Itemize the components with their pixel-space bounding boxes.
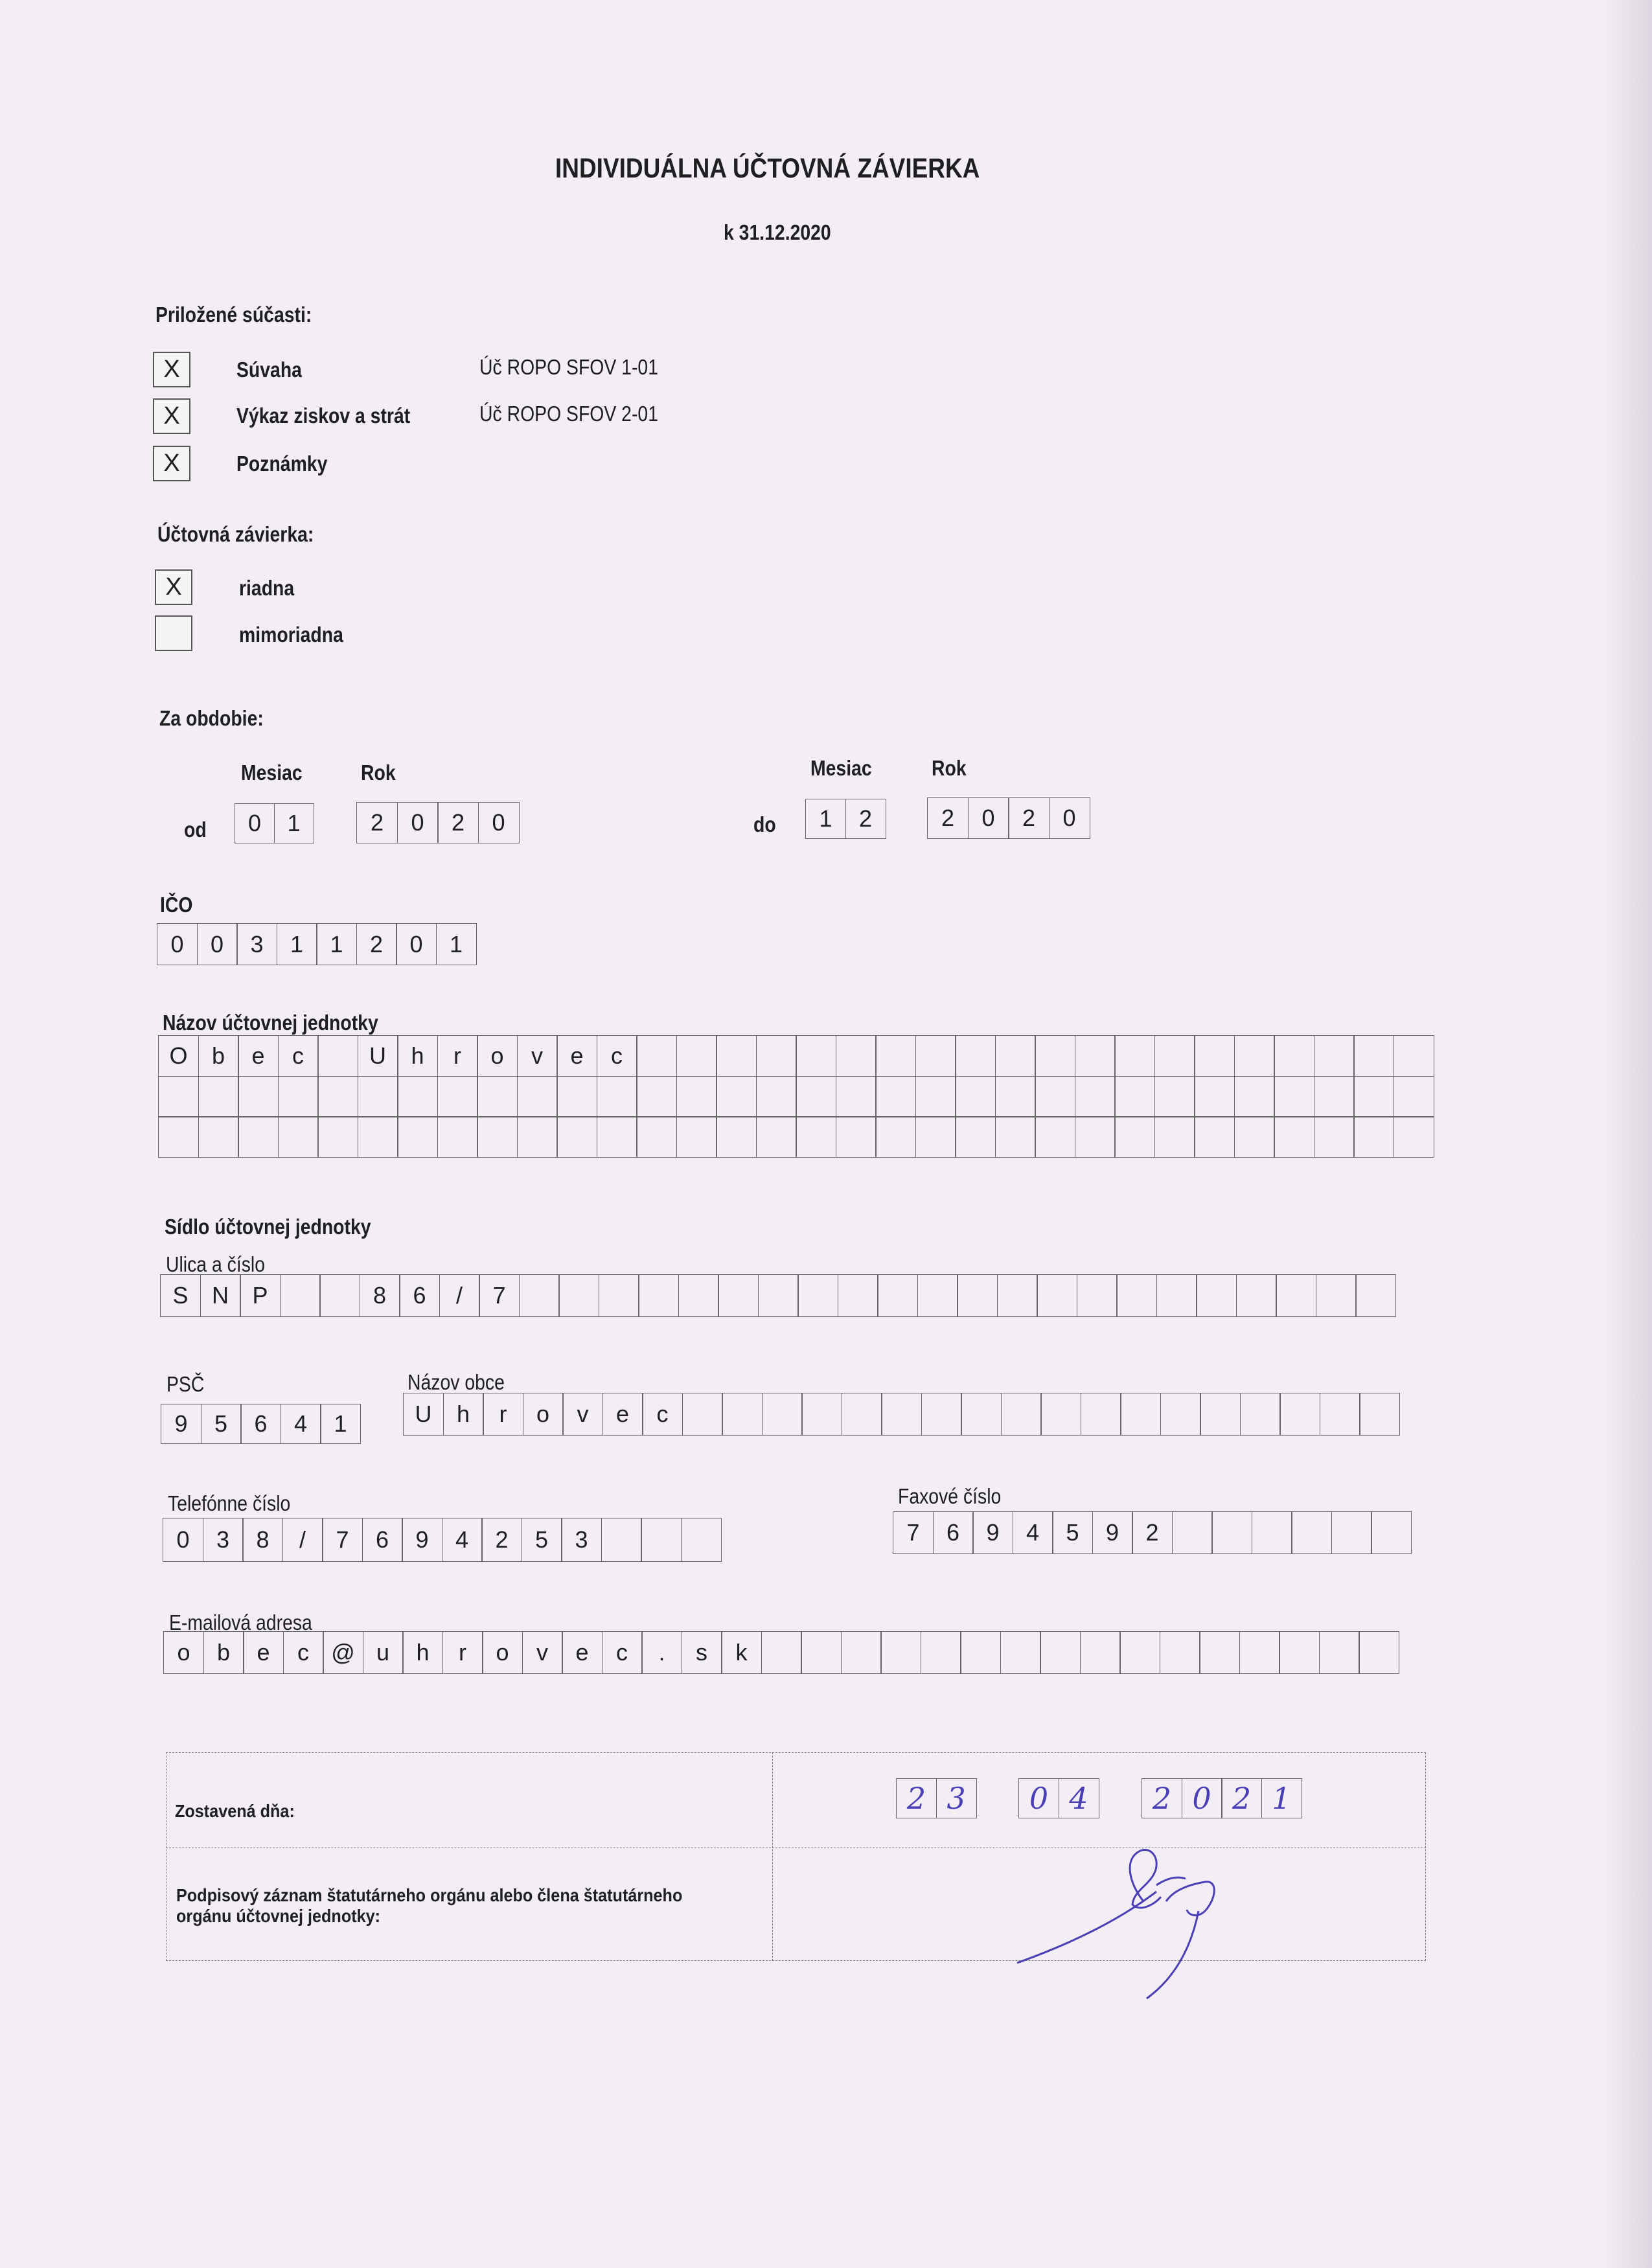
char-cell bbox=[961, 1393, 1002, 1436]
char-cell bbox=[1035, 1116, 1075, 1158]
char-cell bbox=[1200, 1393, 1241, 1436]
digit-cell: 0 bbox=[235, 803, 275, 843]
char-cell bbox=[756, 1116, 797, 1158]
char-cell: 3 bbox=[203, 1518, 244, 1562]
char-cell bbox=[955, 1076, 996, 1117]
char-cell bbox=[1239, 1631, 1280, 1674]
char-cell bbox=[597, 1116, 637, 1158]
char-cell bbox=[1291, 1511, 1332, 1554]
char-cell bbox=[278, 1116, 319, 1158]
char-cell bbox=[681, 1518, 722, 1562]
char-cell bbox=[716, 1035, 757, 1077]
char-cell: P bbox=[240, 1274, 281, 1317]
digit-cell: 0 bbox=[397, 802, 439, 843]
char-cell bbox=[1353, 1116, 1394, 1158]
char-cell bbox=[280, 1274, 321, 1317]
char-cell bbox=[1199, 1631, 1240, 1674]
fax-field[interactable] bbox=[893, 1511, 1412, 1554]
char-cell bbox=[955, 1116, 996, 1158]
char-cell bbox=[722, 1393, 763, 1436]
char-cell: 0 bbox=[157, 923, 198, 965]
char-cell: 1 bbox=[316, 923, 357, 965]
char-cell bbox=[317, 1076, 358, 1117]
char-cell bbox=[995, 1035, 1036, 1077]
char-cell bbox=[1000, 1631, 1041, 1674]
char-cell: r bbox=[483, 1393, 523, 1436]
char-cell bbox=[1331, 1511, 1372, 1554]
signature-label: Podpisový záznam štatutárneho orgánu alebo člena štatutárneho orgánu účtovnej jednotky: bbox=[176, 1885, 683, 1926]
page-edge-shadow bbox=[1600, 0, 1652, 2268]
char-cell bbox=[1276, 1274, 1316, 1317]
char-cell: 9 bbox=[402, 1518, 442, 1562]
char-cell bbox=[1160, 1393, 1201, 1436]
attachment-code-vykaz: Úč ROPO SFOV 2-01 bbox=[479, 402, 658, 426]
to-year-field[interactable] bbox=[927, 797, 1090, 839]
char-cell: e bbox=[556, 1035, 597, 1077]
char-cell: U bbox=[358, 1035, 398, 1077]
char-cell: 9 bbox=[161, 1404, 201, 1444]
char-cell: 5 bbox=[1052, 1511, 1093, 1554]
char-cell bbox=[238, 1116, 279, 1158]
char-cell bbox=[676, 1035, 717, 1077]
char-cell: 6 bbox=[240, 1404, 281, 1444]
char-cell bbox=[1035, 1035, 1075, 1077]
char-cell bbox=[597, 1076, 637, 1117]
to-label: do bbox=[753, 812, 776, 836]
char-cell bbox=[1234, 1116, 1275, 1158]
char-cell bbox=[1119, 1631, 1160, 1674]
char-cell: k bbox=[721, 1631, 762, 1674]
char-cell: 4 bbox=[442, 1518, 483, 1562]
statement-type-heading: Účtovná závierka: bbox=[157, 522, 314, 546]
char-cell bbox=[875, 1076, 916, 1117]
attachment-code-suvaha: Úč ROPO SFOV 1-01 bbox=[479, 355, 658, 379]
char-cell bbox=[1319, 1631, 1360, 1674]
signature-table-divider bbox=[772, 1752, 773, 1961]
char-cell bbox=[599, 1274, 639, 1317]
name-field-row bbox=[158, 1076, 1434, 1117]
char-cell bbox=[955, 1035, 996, 1077]
char-cell: v bbox=[562, 1393, 603, 1436]
char-cell bbox=[1274, 1116, 1314, 1158]
from-month-field[interactable] bbox=[235, 803, 314, 843]
char-cell bbox=[801, 1631, 842, 1674]
char-cell: 2 bbox=[356, 923, 397, 965]
char-cell bbox=[1116, 1274, 1157, 1317]
char-cell: c bbox=[283, 1631, 324, 1674]
email-label: E-mailová adresa bbox=[169, 1610, 312, 1634]
char-cell bbox=[1320, 1393, 1360, 1436]
char-cell: / bbox=[439, 1274, 480, 1317]
char-cell bbox=[960, 1631, 1001, 1674]
char-cell bbox=[1371, 1511, 1412, 1554]
city-field[interactable] bbox=[403, 1393, 1400, 1436]
seat-label: Sídlo účtovnej jednotky bbox=[165, 1215, 371, 1239]
char-cell bbox=[915, 1076, 956, 1117]
period-heading: Za obdobie: bbox=[159, 706, 264, 730]
char-cell: N bbox=[200, 1274, 241, 1317]
char-cell bbox=[238, 1076, 279, 1117]
char-cell bbox=[1080, 1631, 1121, 1674]
handwritten-signature bbox=[1011, 1840, 1231, 2008]
char-cell bbox=[556, 1076, 597, 1117]
char-cell: 8 bbox=[360, 1274, 400, 1317]
char-cell bbox=[1154, 1035, 1195, 1077]
char-cell: U bbox=[403, 1393, 444, 1436]
char-cell bbox=[1001, 1393, 1042, 1436]
handwritten-digit: 2 bbox=[1141, 1778, 1182, 1818]
char-cell bbox=[1353, 1035, 1394, 1077]
char-cell: 4 bbox=[1013, 1511, 1053, 1554]
char-cell bbox=[756, 1035, 797, 1077]
from-month-label: Mesiac bbox=[241, 761, 303, 785]
char-cell bbox=[1353, 1076, 1394, 1117]
char-cell: @ bbox=[323, 1631, 363, 1674]
to-month-label: Mesiac bbox=[810, 756, 872, 780]
char-cell bbox=[1154, 1116, 1195, 1158]
char-cell bbox=[558, 1274, 599, 1317]
char-cell bbox=[915, 1116, 956, 1158]
char-cell: . bbox=[641, 1631, 682, 1674]
to-month-field[interactable] bbox=[805, 799, 886, 839]
char-cell: 5 bbox=[522, 1518, 562, 1562]
char-cell bbox=[957, 1274, 998, 1317]
phone-field[interactable] bbox=[163, 1518, 722, 1562]
ico-field[interactable] bbox=[157, 923, 477, 965]
checkbox-vykaz[interactable]: X bbox=[153, 398, 190, 434]
char-cell bbox=[838, 1274, 878, 1317]
char-cell bbox=[796, 1035, 836, 1077]
char-cell bbox=[921, 1631, 961, 1674]
char-cell bbox=[756, 1076, 797, 1117]
char-cell bbox=[517, 1116, 558, 1158]
char-cell bbox=[678, 1274, 719, 1317]
char-cell: 0 bbox=[396, 923, 437, 965]
char-cell: 5 bbox=[201, 1404, 242, 1444]
char-cell bbox=[875, 1116, 916, 1158]
psc-field[interactable] bbox=[161, 1404, 361, 1444]
char-cell bbox=[1040, 1393, 1081, 1436]
char-cell bbox=[477, 1116, 518, 1158]
attachment-label-poznamky: Poznámky bbox=[236, 452, 328, 475]
char-cell: 7 bbox=[893, 1511, 934, 1554]
char-cell bbox=[1240, 1393, 1281, 1436]
char-cell bbox=[397, 1076, 438, 1117]
char-cell: 6 bbox=[362, 1518, 403, 1562]
char-cell bbox=[1279, 1393, 1320, 1436]
char-cell: u bbox=[363, 1631, 404, 1674]
char-cell bbox=[1394, 1035, 1434, 1077]
char-cell bbox=[636, 1035, 677, 1077]
digit-cell: 0 bbox=[1049, 797, 1090, 839]
option-label-riadna: riadna bbox=[239, 576, 295, 600]
char-cell bbox=[801, 1393, 842, 1436]
char-cell bbox=[836, 1035, 877, 1077]
from-year-field[interactable] bbox=[356, 802, 520, 843]
char-cell: / bbox=[282, 1518, 323, 1562]
attachments-heading: Priložené súčasti: bbox=[155, 303, 312, 326]
char-cell: e bbox=[238, 1035, 279, 1077]
name-field-row bbox=[158, 1035, 1434, 1077]
char-cell bbox=[1355, 1274, 1396, 1317]
city-label: Názov obce bbox=[407, 1370, 505, 1394]
char-cell bbox=[1194, 1116, 1235, 1158]
char-cell bbox=[556, 1116, 597, 1158]
char-cell bbox=[397, 1116, 438, 1158]
digit-cell: 0 bbox=[478, 802, 520, 843]
char-cell: b bbox=[203, 1631, 244, 1674]
char-cell bbox=[875, 1035, 916, 1077]
char-cell bbox=[638, 1274, 679, 1317]
fax-label: Faxové číslo bbox=[898, 1484, 1002, 1508]
char-cell bbox=[797, 1274, 838, 1317]
char-cell: h bbox=[402, 1631, 443, 1674]
char-cell bbox=[676, 1076, 717, 1117]
char-cell: 2 bbox=[481, 1518, 522, 1562]
char-cell bbox=[1075, 1116, 1116, 1158]
char-cell: 2 bbox=[1132, 1511, 1173, 1554]
char-cell: O bbox=[158, 1035, 199, 1077]
char-cell: 7 bbox=[322, 1518, 363, 1562]
char-cell: 7 bbox=[479, 1274, 520, 1317]
char-cell bbox=[1037, 1274, 1077, 1317]
char-cell bbox=[995, 1116, 1036, 1158]
char-cell bbox=[278, 1076, 319, 1117]
char-cell: o bbox=[523, 1393, 564, 1436]
char-cell bbox=[1314, 1116, 1355, 1158]
char-cell bbox=[997, 1274, 1038, 1317]
char-cell bbox=[921, 1393, 962, 1436]
char-cell bbox=[1279, 1631, 1320, 1674]
name-label: Názov účtovnej jednotky bbox=[163, 1011, 378, 1035]
attachment-label-vykaz: Výkaz ziskov a strát bbox=[236, 404, 411, 428]
char-cell: 9 bbox=[972, 1511, 1013, 1554]
report-date: k 31.12.2020 bbox=[724, 220, 831, 244]
char-cell: 1 bbox=[277, 923, 317, 965]
char-cell: 3 bbox=[236, 923, 277, 965]
char-cell bbox=[437, 1116, 478, 1158]
handwritten-digit: 1 bbox=[1261, 1778, 1302, 1818]
char-cell bbox=[1211, 1511, 1252, 1554]
char-cell bbox=[1156, 1274, 1197, 1317]
char-cell: o bbox=[477, 1035, 518, 1077]
char-cell: 8 bbox=[242, 1518, 283, 1562]
char-cell bbox=[881, 1393, 922, 1436]
char-cell bbox=[1114, 1076, 1155, 1117]
char-cell bbox=[1035, 1076, 1075, 1117]
char-cell bbox=[437, 1076, 478, 1117]
checkbox-poznamky[interactable]: X bbox=[153, 446, 190, 481]
char-cell bbox=[836, 1116, 877, 1158]
char-cell: c bbox=[602, 1631, 643, 1674]
char-cell bbox=[1114, 1116, 1155, 1158]
char-cell: e bbox=[243, 1631, 284, 1674]
char-cell bbox=[880, 1631, 921, 1674]
char-cell bbox=[1194, 1076, 1235, 1117]
char-cell bbox=[761, 1631, 802, 1674]
char-cell bbox=[841, 1631, 882, 1674]
char-cell bbox=[1359, 1393, 1400, 1436]
char-cell bbox=[477, 1076, 518, 1117]
char-cell bbox=[358, 1116, 398, 1158]
street-field[interactable] bbox=[160, 1274, 1396, 1317]
option-label-mimoriadna: mimoriadna bbox=[239, 623, 343, 647]
char-cell: o bbox=[482, 1631, 523, 1674]
email-field[interactable] bbox=[163, 1631, 1399, 1674]
char-cell bbox=[1172, 1511, 1213, 1554]
char-cell bbox=[1314, 1035, 1355, 1077]
char-cell bbox=[915, 1035, 956, 1077]
ico-label: IČO bbox=[160, 893, 193, 917]
handwritten-digit: 3 bbox=[936, 1778, 977, 1818]
compiled-month-field[interactable] bbox=[1018, 1778, 1099, 1818]
char-cell: S bbox=[160, 1274, 201, 1317]
handwritten-digit: 0 bbox=[1018, 1778, 1059, 1818]
char-cell bbox=[1075, 1035, 1116, 1077]
char-cell bbox=[1120, 1393, 1161, 1436]
char-cell: 4 bbox=[281, 1404, 321, 1444]
char-cell: s bbox=[682, 1631, 722, 1674]
char-cell bbox=[842, 1393, 882, 1436]
char-cell: 0 bbox=[197, 923, 238, 965]
char-cell bbox=[1274, 1035, 1314, 1077]
char-cell: v bbox=[522, 1631, 563, 1674]
digit-cell: 2 bbox=[437, 802, 479, 843]
char-cell bbox=[517, 1076, 558, 1117]
char-cell bbox=[519, 1274, 560, 1317]
checkbox-suvaha[interactable]: X bbox=[153, 352, 190, 387]
from-label: od bbox=[184, 818, 207, 842]
char-cell: 1 bbox=[320, 1404, 361, 1444]
phone-label: Telefónne číslo bbox=[168, 1491, 291, 1515]
char-cell bbox=[636, 1116, 677, 1158]
char-cell bbox=[718, 1274, 759, 1317]
char-cell bbox=[158, 1116, 199, 1158]
char-cell bbox=[198, 1076, 239, 1117]
digit-cell: 2 bbox=[845, 799, 886, 839]
handwritten-digit: 2 bbox=[896, 1778, 937, 1818]
attachment-label-suvaha: Súvaha bbox=[236, 358, 302, 382]
char-cell bbox=[641, 1518, 682, 1562]
page-title: INDIVIDUÁLNA ÚČTOVNÁ ZÁVIERKA bbox=[555, 153, 980, 184]
handwritten-digit: 4 bbox=[1059, 1778, 1099, 1818]
char-cell bbox=[796, 1116, 836, 1158]
handwritten-digit: 0 bbox=[1182, 1778, 1222, 1818]
char-cell bbox=[1196, 1274, 1237, 1317]
char-cell bbox=[917, 1274, 958, 1317]
char-cell bbox=[1274, 1076, 1314, 1117]
char-cell: c bbox=[642, 1393, 683, 1436]
char-cell: c bbox=[597, 1035, 637, 1077]
char-cell bbox=[1236, 1274, 1277, 1317]
char-cell bbox=[716, 1076, 757, 1117]
char-cell: 3 bbox=[561, 1518, 602, 1562]
char-cell bbox=[1394, 1076, 1434, 1117]
digit-cell: 2 bbox=[927, 797, 969, 839]
char-cell bbox=[796, 1076, 836, 1117]
char-cell: h bbox=[443, 1393, 484, 1436]
digit-cell: 2 bbox=[1008, 797, 1050, 839]
char-cell bbox=[1194, 1035, 1235, 1077]
char-cell: v bbox=[517, 1035, 558, 1077]
char-cell bbox=[676, 1116, 717, 1158]
char-cell bbox=[601, 1518, 642, 1562]
digit-cell: 0 bbox=[968, 797, 1009, 839]
char-cell bbox=[1081, 1393, 1121, 1436]
char-cell: o bbox=[163, 1631, 204, 1674]
char-cell bbox=[636, 1076, 677, 1117]
char-cell bbox=[1394, 1116, 1434, 1158]
compiled-day-field[interactable] bbox=[896, 1778, 977, 1818]
char-cell bbox=[1234, 1076, 1275, 1117]
digit-cell: 1 bbox=[274, 803, 314, 843]
name-field-row bbox=[158, 1116, 1434, 1158]
char-cell bbox=[995, 1076, 1036, 1117]
char-cell bbox=[1040, 1631, 1081, 1674]
from-year-label: Rok bbox=[361, 761, 396, 785]
char-cell: r bbox=[442, 1631, 483, 1674]
char-cell bbox=[1075, 1076, 1116, 1117]
char-cell bbox=[317, 1116, 358, 1158]
char-cell bbox=[716, 1116, 757, 1158]
char-cell bbox=[1252, 1511, 1292, 1554]
char-cell bbox=[758, 1274, 799, 1317]
char-cell bbox=[198, 1116, 239, 1158]
char-cell: 6 bbox=[933, 1511, 974, 1554]
char-cell bbox=[1359, 1631, 1399, 1674]
to-year-label: Rok bbox=[932, 756, 967, 780]
char-cell bbox=[317, 1035, 358, 1077]
street-label: Ulica a číslo bbox=[166, 1252, 265, 1276]
char-cell bbox=[836, 1076, 877, 1117]
char-cell: 9 bbox=[1092, 1511, 1133, 1554]
compiled-label: Zostavená dňa: bbox=[175, 1801, 295, 1821]
char-cell: e bbox=[602, 1393, 643, 1436]
char-cell: r bbox=[437, 1035, 478, 1077]
char-cell: h bbox=[397, 1035, 438, 1077]
digit-cell: 2 bbox=[356, 802, 398, 843]
char-cell bbox=[1077, 1274, 1118, 1317]
checkbox-mimoriadna[interactable] bbox=[155, 615, 192, 651]
compiled-year-field[interactable] bbox=[1141, 1778, 1302, 1818]
char-cell bbox=[1114, 1035, 1155, 1077]
char-cell bbox=[1234, 1035, 1275, 1077]
char-cell bbox=[358, 1076, 398, 1117]
char-cell: 1 bbox=[436, 923, 477, 965]
char-cell: b bbox=[198, 1035, 239, 1077]
char-cell bbox=[762, 1393, 803, 1436]
handwritten-digit: 2 bbox=[1221, 1778, 1262, 1818]
char-cell bbox=[158, 1076, 199, 1117]
char-cell bbox=[682, 1393, 723, 1436]
char-cell bbox=[877, 1274, 918, 1317]
digit-cell: 1 bbox=[805, 799, 846, 839]
name-field[interactable] bbox=[158, 1035, 1434, 1158]
char-cell bbox=[1154, 1076, 1195, 1117]
char-cell bbox=[1314, 1076, 1355, 1117]
char-cell: 0 bbox=[163, 1518, 203, 1562]
checkbox-riadna[interactable]: X bbox=[155, 569, 192, 605]
psc-label: PSČ bbox=[166, 1372, 205, 1396]
char-cell: e bbox=[562, 1631, 602, 1674]
char-cell: 6 bbox=[399, 1274, 440, 1317]
char-cell bbox=[319, 1274, 360, 1317]
char-cell bbox=[1160, 1631, 1200, 1674]
char-cell bbox=[1316, 1274, 1357, 1317]
char-cell: c bbox=[278, 1035, 319, 1077]
